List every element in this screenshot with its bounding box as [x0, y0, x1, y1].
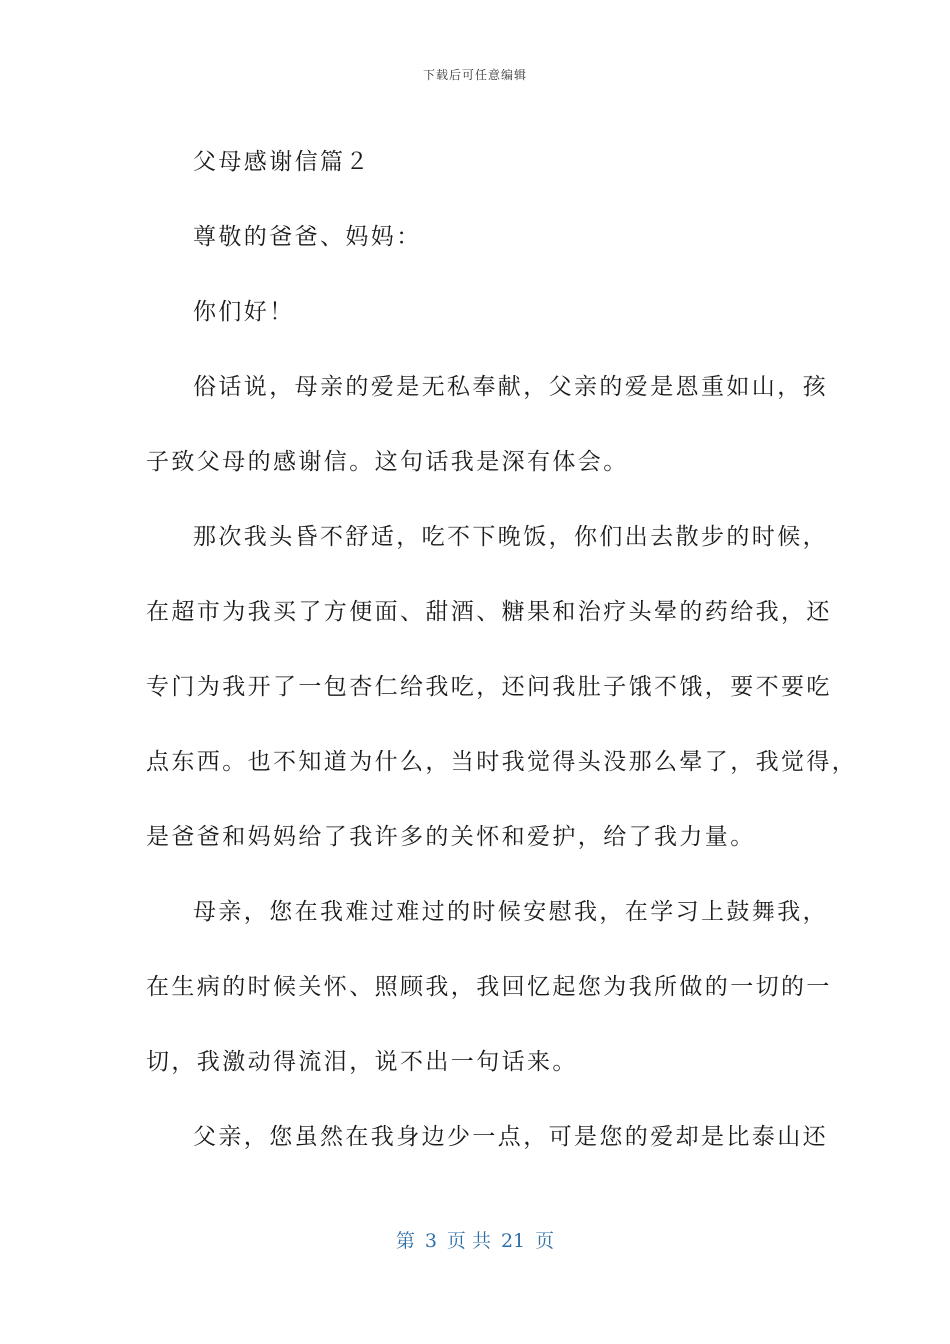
paragraph-line: 切，我激动得流泪，说不出一句话来。 [146, 1049, 578, 1075]
total-pages-number: 21 [500, 1230, 526, 1252]
paragraph-line: 在超市为我买了方便面、甜酒、糖果和治疗头晕的药给我，还 [146, 599, 832, 625]
current-page-number: 3 [424, 1230, 437, 1252]
paragraph-line: 专门为我开了一包杏仁给我吃，还问我肚子饿不饿，要不要吃 [146, 674, 832, 700]
paragraph-line: 俗话说，母亲的爱是无私奉献，父亲的爱是恩重如山，孩 [193, 374, 828, 400]
footer-suffix: 页 [535, 1230, 555, 1252]
letter-title: 父母感谢信篇２ [193, 149, 371, 175]
paragraph-line: 母亲，您在我难过难过的时候安慰我，在学习上鼓舞我， [193, 899, 828, 925]
paragraph-line: 子致父母的感谢信。这句话我是深有体会。 [146, 449, 629, 475]
document-body [146, 125, 858, 1175]
paragraph-line: 那次我头昏不舒适，吃不下晚饭，你们出去散步的时候， [193, 524, 828, 550]
paragraph-line: 在生病的时候关怀、照顾我，我回忆起您为我所做的一切的一 [146, 974, 832, 1000]
footer-prefix: 第 [395, 1230, 415, 1252]
letter-salutation: 尊敬的爸爸、妈妈： [193, 224, 422, 250]
page-footer [0, 1226, 950, 1253]
paragraph-line: 是爸爸和妈妈给了我许多的关怀和爱护，给了我力量。 [146, 824, 756, 850]
paragraph-line: 点东西。也不知道为什么，当时我觉得头没那么晕了，我觉得， [146, 749, 858, 775]
paragraph-line: 父亲，您虽然在我身边少一点，可是您的爱却是比泰山还 [193, 1124, 828, 1150]
letter-greeting: 你们好！ [193, 299, 295, 325]
footer-middle: 页 共 [446, 1230, 491, 1252]
page-header: 下载后可任意编辑 [422, 68, 527, 82]
